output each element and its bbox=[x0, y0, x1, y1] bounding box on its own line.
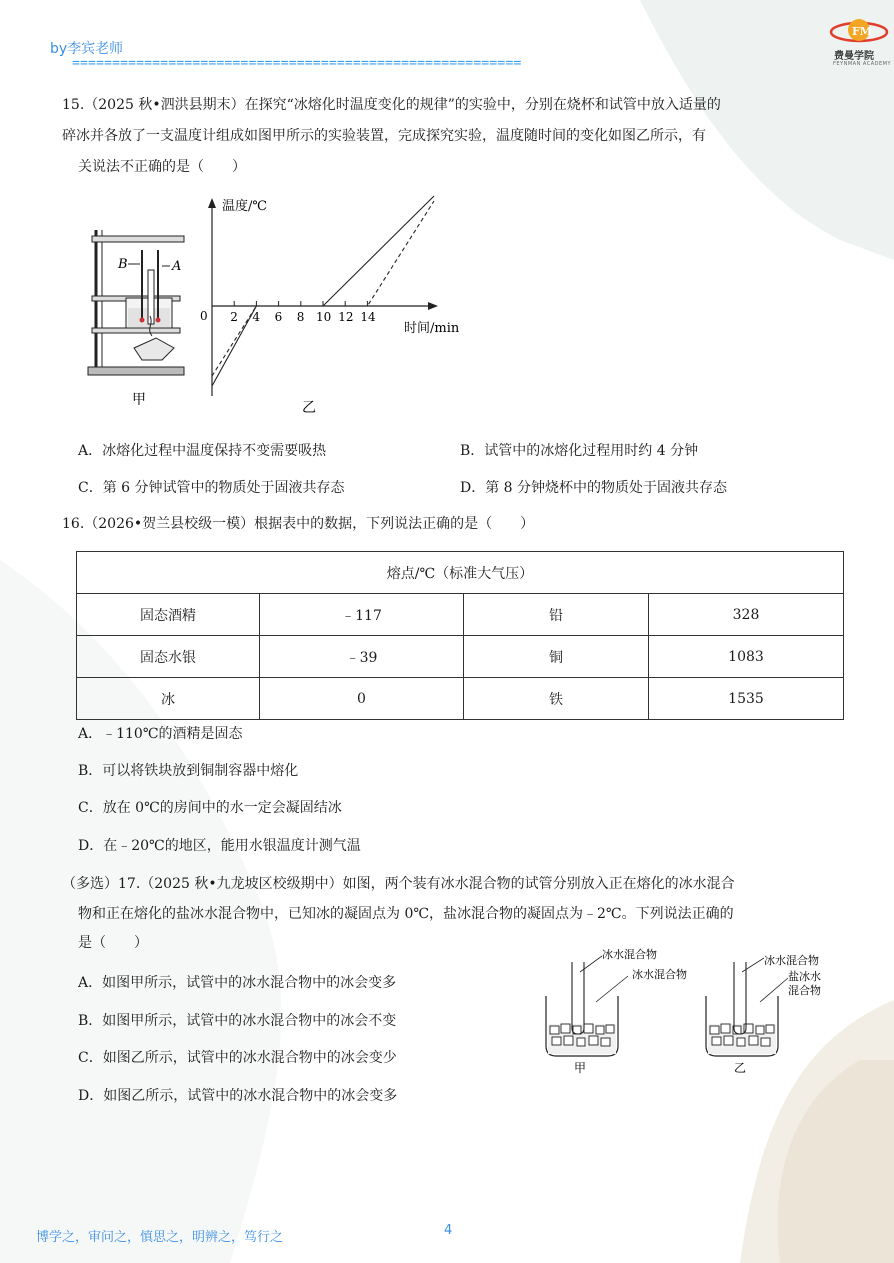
q16-option-c: C．放在 0℃的房间中的水一定会凝固结冰 bbox=[78, 800, 342, 816]
author-byline: by李宾老师 bbox=[50, 41, 124, 57]
q16-option-a: A．﹣110℃的酒精是固态 bbox=[78, 726, 243, 742]
x-tick-label: 14 bbox=[360, 310, 376, 324]
q16-option-d: D．在﹣20℃的地区，能用水银温度计测气温 bbox=[78, 838, 361, 854]
q17-option-d: D．如图乙所示，试管中的冰水混合物中的冰会变多 bbox=[78, 1088, 398, 1104]
table-cell: 0 bbox=[260, 678, 464, 720]
right-label-tube: 冰水混合物 bbox=[764, 954, 819, 967]
q17-beaker-figure bbox=[536, 946, 836, 1076]
svg-text:FM: FM bbox=[852, 25, 872, 38]
logo-emblem-icon bbox=[828, 14, 890, 48]
melting-point-table bbox=[76, 551, 844, 720]
x-tick-label: 10 bbox=[316, 310, 332, 324]
left-figure-caption: 甲 bbox=[574, 1061, 587, 1075]
q15-stem-line1: 15.（2025 秋•泗洪县期末）在探究“冰熔化时温度变化的规律”的实验中，分别在烧杯和试管中放入适量的 bbox=[62, 97, 721, 113]
table-cell: ﹣117 bbox=[260, 594, 464, 636]
label-a: A bbox=[172, 259, 182, 274]
q15-apparatus-figure bbox=[84, 220, 190, 410]
page-number: 4 bbox=[444, 1223, 453, 1238]
table-header-cell: 熔点/℃（标准大气压） bbox=[77, 552, 844, 594]
q15-temperature-chart bbox=[194, 190, 474, 420]
table-cell: 铜 bbox=[464, 636, 649, 678]
q15-option-a: A．冰熔化过程中温度保持不变需要吸热 bbox=[78, 443, 327, 459]
left-label-beaker: 冰水混合物 bbox=[632, 968, 687, 981]
table-cell: 1535 bbox=[649, 678, 844, 720]
x-tick-label: 12 bbox=[338, 310, 354, 324]
x-tick-label: 4 bbox=[252, 310, 261, 324]
q15-option-d: D．第 8 分钟烧杯中的物质处于固液共存态 bbox=[460, 480, 728, 496]
table-cell: 固态酒精 bbox=[77, 594, 260, 636]
x-axis-arrow-icon bbox=[428, 302, 438, 310]
q17-option-a: A．如图甲所示，试管中的冰水混合物中的冰会变多 bbox=[78, 975, 397, 991]
series-line-dashed bbox=[212, 201, 434, 376]
origin-label: 0 bbox=[200, 309, 208, 323]
q17-stem-line3: 是（ ） bbox=[78, 935, 148, 951]
left-label-tube: 冰水混合物 bbox=[602, 948, 657, 961]
right-label-beaker-1: 盐冰水 bbox=[788, 970, 821, 983]
logo-text: 费曼学院 bbox=[834, 51, 874, 62]
test-tube-left bbox=[572, 962, 584, 1034]
table-cell: 铅 bbox=[464, 594, 649, 636]
q15-option-c: C．第 6 分钟试管中的物质处于固液共存态 bbox=[78, 480, 345, 496]
header-dash-rule: ======================================================== bbox=[72, 56, 522, 71]
q15-stem-line2: 碎冰并各放了一支温度计组成如图甲所示的实验装置，完成探究实验，温度随时间的变化如图乙所示，有 bbox=[62, 128, 706, 144]
right-figure-caption: 乙 bbox=[734, 1061, 747, 1075]
q16-stem: 16.（2026•贺兰县校级一模）根据表中的数据，下列说法正确的是（ ） bbox=[62, 516, 535, 532]
y-axis-arrow-icon bbox=[208, 198, 216, 208]
q17-option-c: C．如图乙所示，试管中的冰水混合物中的冰会变少 bbox=[78, 1050, 397, 1066]
q17-option-b: B．如图甲所示，试管中的冰水混合物中的冰会不变 bbox=[78, 1013, 397, 1029]
fig-yi-caption: 乙 bbox=[302, 400, 316, 416]
x-tick-label: 6 bbox=[274, 310, 283, 324]
x-axis-label: 时间/min bbox=[404, 321, 460, 336]
q17-stem-line1: （多选）17.（2025 秋•九龙坡区校级期中）如图，两个装有冰水混合物的试管分别放入正在熔化的冰水混合 bbox=[62, 876, 735, 892]
q15-option-b: B．试管中的冰熔化过程用时约 4 分钟 bbox=[460, 443, 699, 459]
table-cell: ﹣39 bbox=[260, 636, 464, 678]
q16-option-b: B．可以将铁块放到铜制容器中熔化 bbox=[78, 763, 299, 779]
x-tick-label: 8 bbox=[296, 310, 305, 324]
academy-logo bbox=[828, 14, 890, 70]
table-row bbox=[77, 636, 844, 678]
footer-motto: 博学之，审问之，慎思之，明辨之，笃行之 bbox=[36, 1230, 284, 1245]
table-header-row bbox=[77, 552, 844, 594]
table-cell: 328 bbox=[649, 594, 844, 636]
y-axis-label: 温度/℃ bbox=[222, 199, 267, 214]
logo-subtitle: FEYNMAN ACADEMY bbox=[833, 61, 892, 67]
label-b: B bbox=[118, 257, 128, 272]
table-cell: 铁 bbox=[464, 678, 649, 720]
q17-stem-line2: 物和正在熔化的盐冰水混合物中，已知冰的凝固点为 0℃，盐冰混合物的凝固点为﹣2℃。下列说法正确的 bbox=[78, 906, 734, 922]
table-row bbox=[77, 594, 844, 636]
fig-jia-caption: 甲 bbox=[132, 392, 146, 408]
table-cell: 冰 bbox=[77, 678, 260, 720]
test-tube-right bbox=[734, 962, 746, 1034]
series-line-solid bbox=[212, 196, 434, 386]
table-cell: 固态水银 bbox=[77, 636, 260, 678]
table-row bbox=[77, 678, 844, 720]
q15-stem-line3: 关说法不正确的是（ ） bbox=[78, 159, 246, 175]
table-cell: 1083 bbox=[649, 636, 844, 678]
right-label-beaker-2: 混合物 bbox=[788, 984, 821, 997]
x-tick-label: 2 bbox=[230, 310, 238, 324]
